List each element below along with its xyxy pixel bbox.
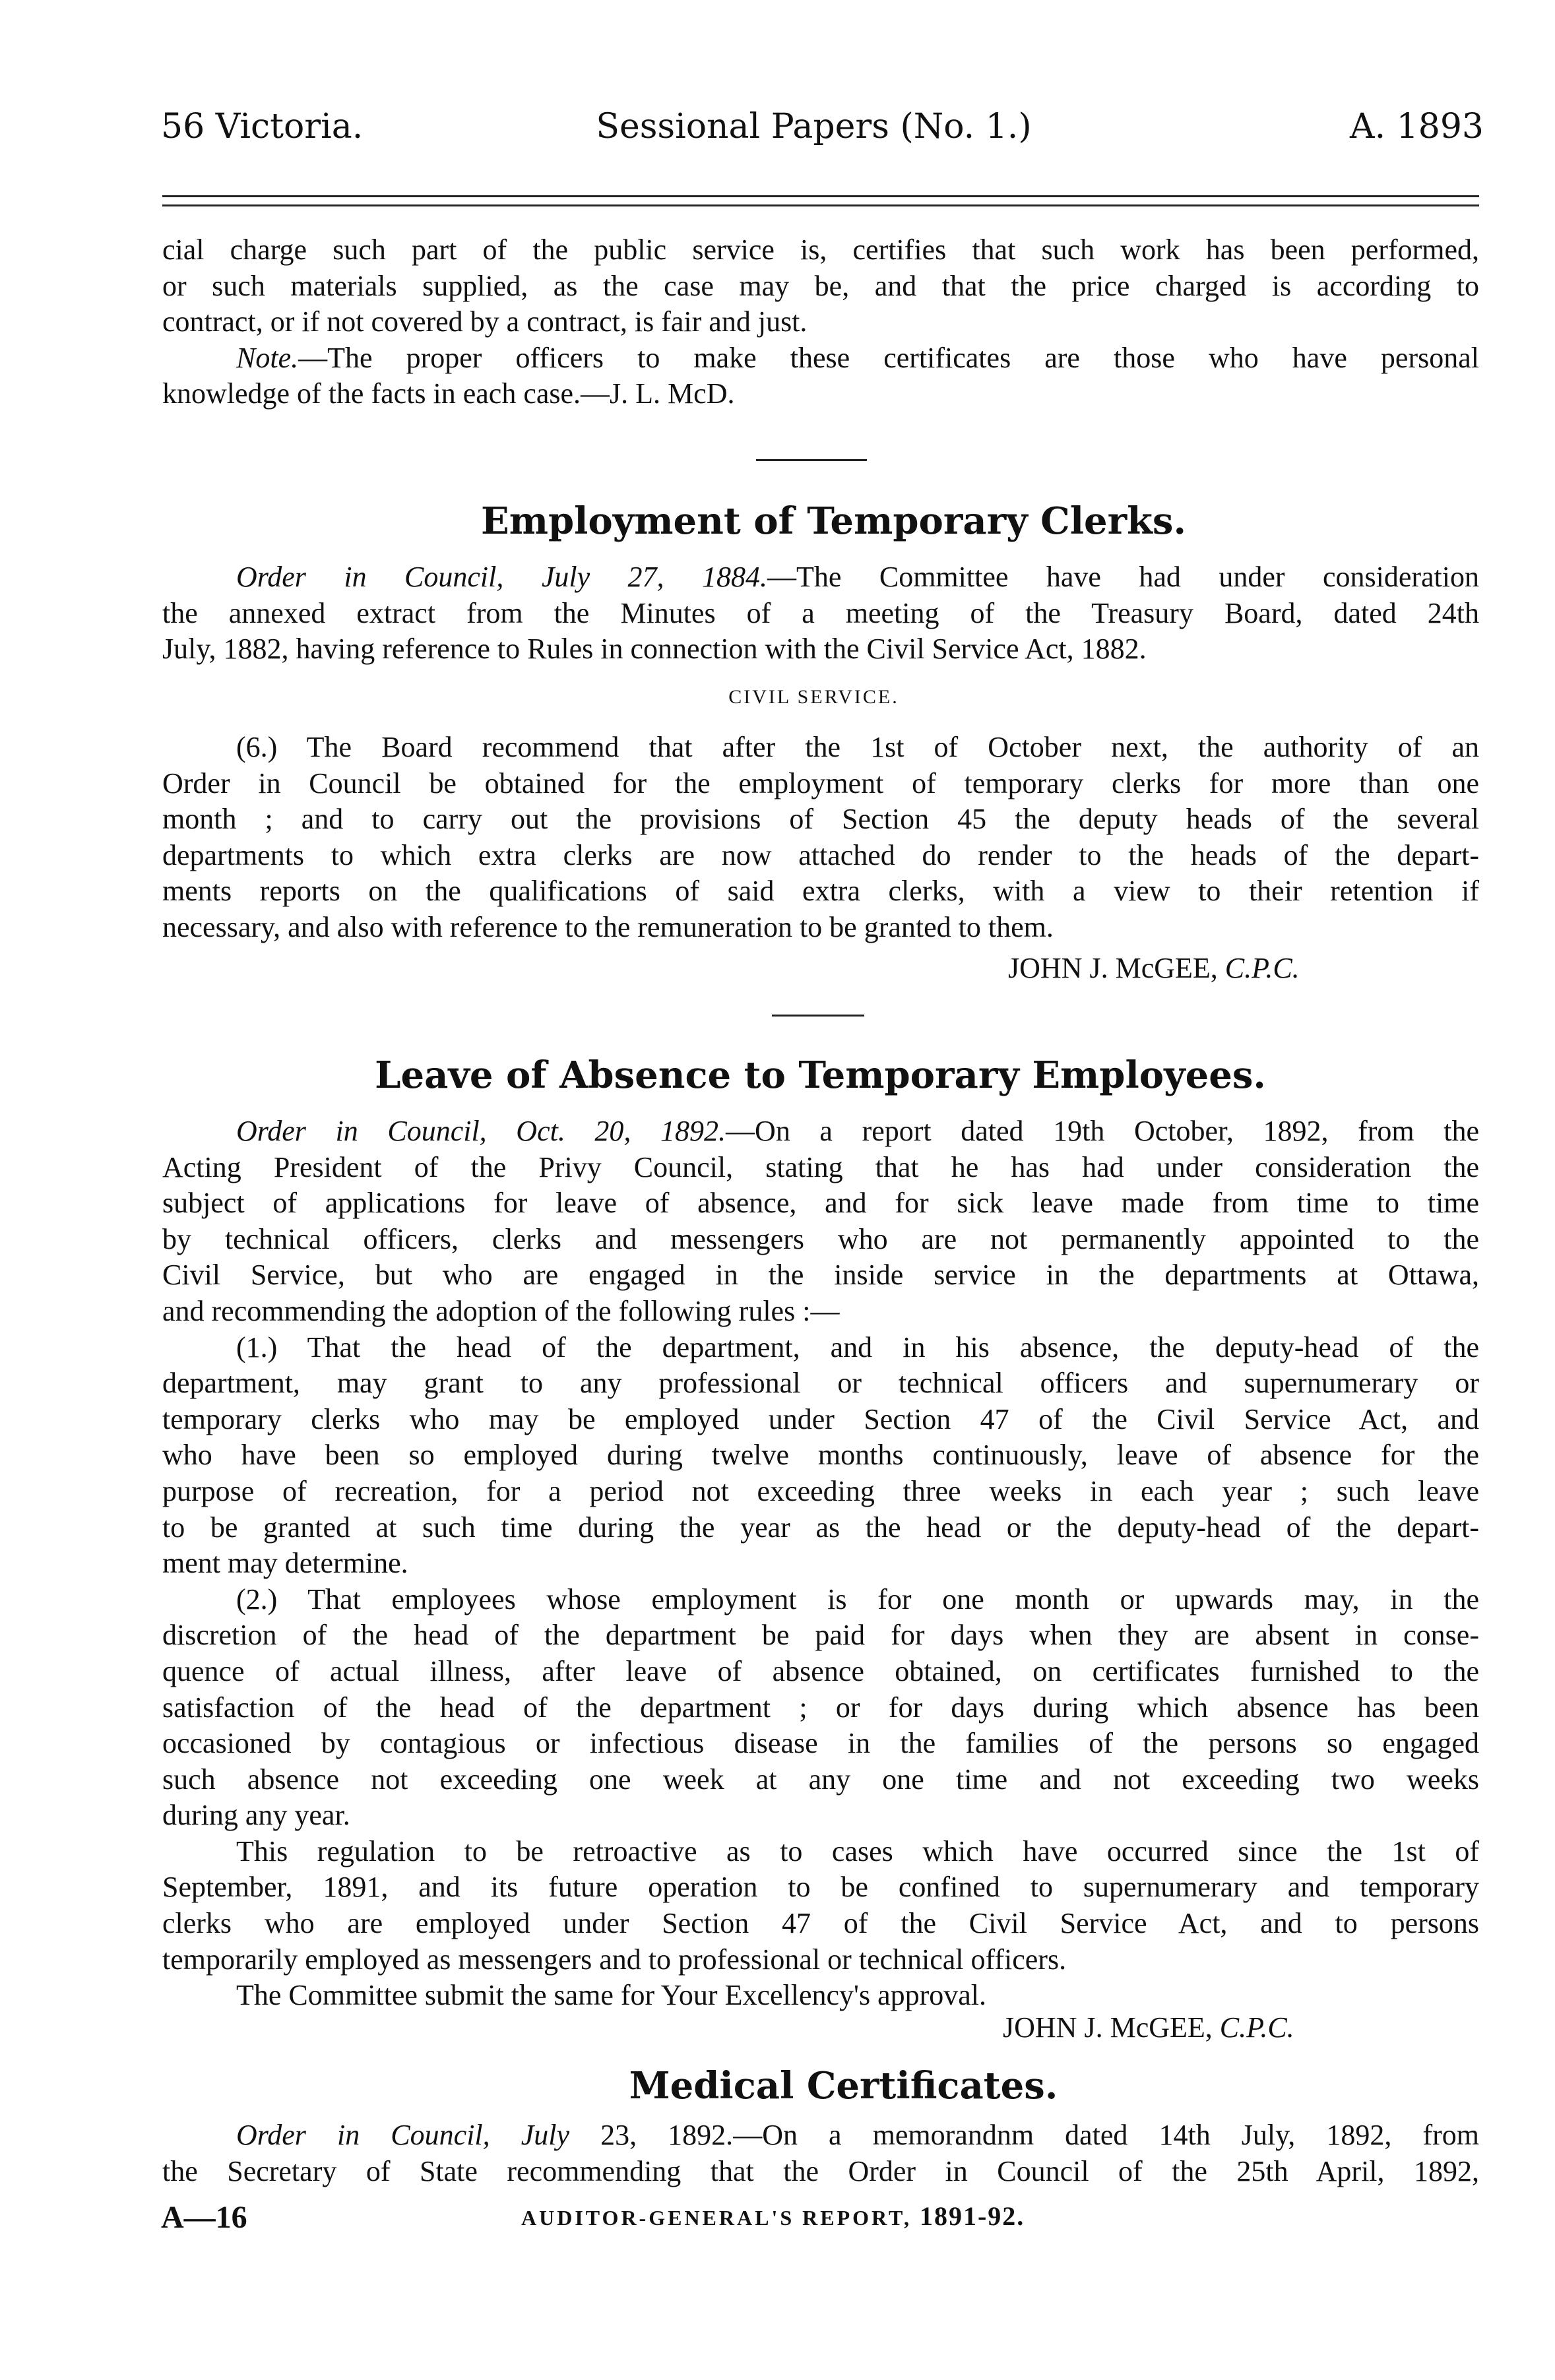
rule2-line: during any year. <box>162 1799 350 1832</box>
rule1-line: department, may grant to any professional or technical officers and supernumerary or <box>162 1367 1479 1400</box>
order-line: Acting President of the Privy Council, stating that he has had under consideration the <box>162 1150 1479 1183</box>
order-line: by technical officers, clerks and messengers who are not permanently appointed to the <box>162 1222 1479 1255</box>
section-separator <box>756 459 867 461</box>
order-line <box>162 2117 1479 2154</box>
note-label: Note. <box>236 341 299 374</box>
section2-order-paragraph <box>162 1113 1479 2014</box>
rule1-line: (1.) That the head of the department, and in his absence, the deputy-head of the <box>236 1331 1479 1363</box>
recommendation-line: departments to which extra clerks are now attached do render to the heads of the depart- <box>162 838 1479 871</box>
order-reference: Order in Council, July <box>236 2119 570 2151</box>
order-reference: Order in Council, Oct. 20, 1892. <box>236 1115 726 1147</box>
order-line: July, 1882, having reference to Rules in connection with the Civil Service Act, 1882. <box>162 633 1147 666</box>
rule2-line: satisfaction of the head of the department ; or for days during which absence has been <box>162 1691 1479 1724</box>
signature-mcgee-1: JOHN J. McGEE, C.P.C. <box>1008 952 1300 984</box>
rule2-line: discretion of the head of the department be paid for days when they are absent in conse- <box>162 1619 1479 1652</box>
rule1-line: who have been so employed during twelve months continuously, leave of absence for the <box>162 1439 1479 1472</box>
rule2-line: occasioned by contagious or infectious disease in the families of the persons so engaged <box>162 1727 1479 1760</box>
recommendation-line: month ; and to carry out the provisions of Section 45 the deputy heads of the several <box>162 803 1479 836</box>
board-recommendation-paragraph <box>162 730 1479 946</box>
header-left: 56 Victoria. <box>161 107 364 146</box>
signature-mcgee-2: JOHN J. McGEE, C.P.C. <box>1003 2011 1294 2044</box>
order-text: —On a memorandnm dated 14th July, 1892, from <box>733 2119 1479 2151</box>
civil-service-subheading: CIVIL SERVICE. <box>728 686 899 708</box>
order-line <box>162 1113 1479 1150</box>
header-center: Sessional Papers (No. 1.) <box>596 107 1032 146</box>
order-text: —The Committee have had under consideration <box>767 561 1479 593</box>
recommendation-line: ments reports on the qualifications of said extra clerks, with a view to their retention if <box>162 875 1479 908</box>
rule2-line: such absence not exceeding one week at any one time and not exceeding two weeks <box>162 1763 1479 1796</box>
note-text: —The proper officers to make these certificates are those who have personal <box>298 341 1479 374</box>
header-rule-top <box>162 195 1479 197</box>
rule2-line: quence of actual illness, after leave of absence obtained, on certificates furnished to the <box>162 1654 1479 1687</box>
section3-order-paragraph <box>162 2117 1479 2189</box>
rule1-line: to be granted at such time during the year as the head or the deputy-head of the depart- <box>162 1511 1479 1544</box>
recommendation-line: (6.) The Board recommend that after the 1st of October next, the authority of an <box>236 731 1479 763</box>
intro-paragraph <box>162 232 1479 412</box>
rule1-line: ment may determine. <box>162 1547 408 1580</box>
order-line: the annexed extract from the Minutes of a meeting of the Treasury Board, dated 24th <box>162 596 1479 629</box>
header-rule-bottom <box>162 204 1479 206</box>
order-line: and recommending the adoption of the following rules :— <box>162 1294 840 1327</box>
header-right: A. 1893 <box>1350 107 1484 146</box>
note-line <box>162 340 1479 377</box>
retroactive-line: clerks who are employed under Section 47 of the Civil Service Act, and to persons <box>162 1907 1479 1940</box>
order-line: Civil Service, but who are engaged in the inside service in the departments at Ottawa, <box>162 1259 1479 1292</box>
section-separator <box>772 1015 864 1017</box>
section-heading-leave: Leave of Absence to Temporary Employees. <box>375 1053 1266 1097</box>
footer-report-title: AUDITOR-GENERAL'S REPORT, 1891-92. <box>521 2201 1025 2231</box>
order-line <box>162 559 1479 596</box>
intro-line: contract, or if not covered by a contract, is fair and just. <box>162 305 808 338</box>
order-reference: Order in Council, July 27, 1884. <box>236 561 767 593</box>
retroactive-line: September, 1891, and its future operation to be confined to supernumerary and temporary <box>162 1871 1479 1904</box>
section1-order-paragraph <box>162 559 1479 668</box>
retroactive-line: This regulation to be retroactive as to cases which have occurred since the 1st of <box>236 1834 1479 1867</box>
rule1-line: purpose of recreation, for a period not exceeding three weeks in each year ; such leave <box>162 1474 1479 1507</box>
committee-submit-line: The Committee submit the same for Your Excellency's approval. <box>236 1979 987 2012</box>
footer-page-ref: A—16 <box>161 2200 247 2235</box>
note-line-2: knowledge of the facts in each case.—J. L. McD. <box>162 377 735 410</box>
intro-line: or such materials supplied, as the case may be, and that the price charged is according to <box>162 269 1479 302</box>
rule1-line: temporary clerks who may be employed under Section 47 of the Civil Service Act, and <box>162 1402 1479 1435</box>
rule2-line: (2.) That employees whose employment is for one month or upwards may, in the <box>236 1582 1479 1615</box>
order-date: 23, 1892. <box>569 2119 734 2151</box>
retroactive-line: temporarily employed as messengers and to professional or technical officers. <box>162 1943 1067 1976</box>
section-heading-employment: Employment of Temporary Clerks. <box>481 499 1186 543</box>
order-line: subject of applications for leave of absence, and for sick leave made from time to time <box>162 1187 1479 1220</box>
order-line: the Secretary of State recommending that the Order in Council of the 25th April, 1892, <box>162 2154 1479 2187</box>
recommendation-line: necessary, and also with reference to the remuneration to be granted to them. <box>162 910 1054 943</box>
order-text: —On a report dated 19th October, 1892, from the <box>726 1115 1480 1147</box>
section-heading-medical: Medical Certificates. <box>629 2064 1058 2108</box>
intro-line: cial charge such part of the public service is, certifies that such work has been performed, <box>162 234 1479 266</box>
recommendation-line: Order in Council be obtained for the employment of temporary clerks for more than one <box>162 767 1479 799</box>
